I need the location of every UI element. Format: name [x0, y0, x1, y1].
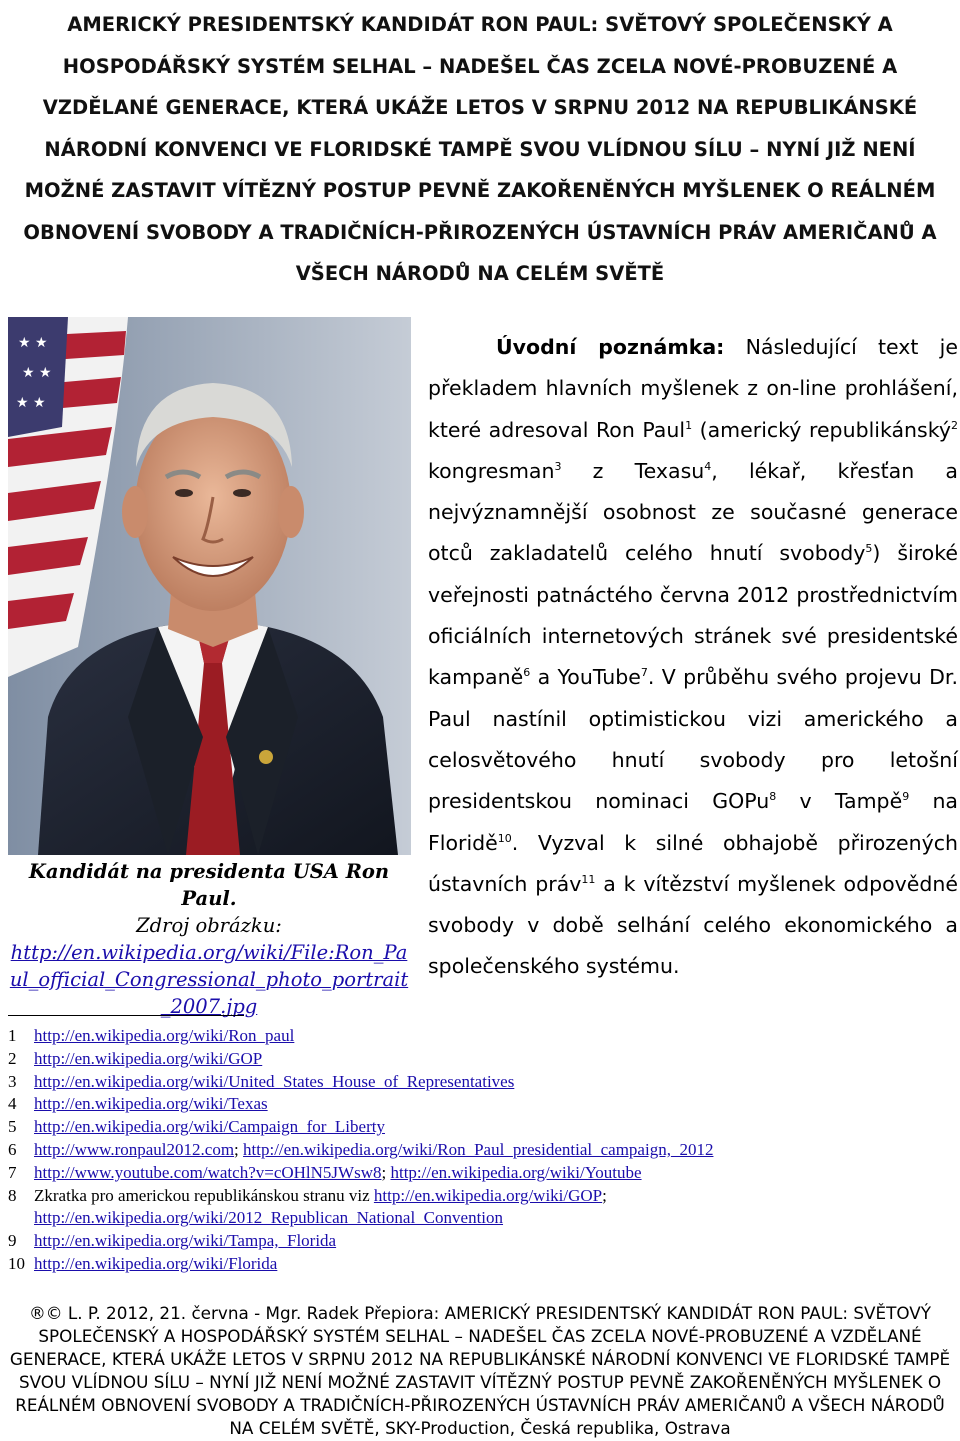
- intro-text: . Vyzval k silné obhajobě přirozených ústavních práv: [428, 830, 958, 896]
- footnote-ref[interactable]: 4: [704, 460, 712, 474]
- footnote-item: [8, 1116, 952, 1139]
- caption-source-label: Zdroj obrázku:: [136, 914, 282, 937]
- footnote-link[interactable]: http://en.wikipedia.org/wiki/2012_Republican_National_Convention: [34, 1208, 504, 1228]
- intro-text: na Floridě: [428, 789, 958, 855]
- footnote-number: 4: [8, 1094, 17, 1114]
- footnote-text: Zkratka pro americkou republikánskou stranu viz: [34, 1185, 374, 1205]
- footnote-separator: ;: [234, 1139, 244, 1159]
- intro-paragraph: [428, 327, 958, 988]
- caption-title: Kandidát na presidenta USA Ron Paul.: [28, 860, 390, 910]
- intro-text: . V průběhu svého projevu Dr. Paul nastínil optimistickou vizi amerického a celosvětového hnutí svobody pro letošní presidentskou nominaci GOPu: [428, 665, 958, 814]
- intro-text: Následující text je překladem hlavních myšlenek z on-line prohlášení, které adresoval Ron Paul: [428, 335, 958, 442]
- page-footer: ®© L. P. 2012, 21. června - Mgr. Radek Přepiora: AMERICKÝ PRESIDENTSKÝ KANDIDÁT RON PAUL: SVĚTOVÝ SPOLEČENSKÝ A HOSPODÁŘSKÝ SYSTÉM SELHAL – NADEŠEL ČAS ZCELA NOVÉ-PROBUZENÉ A VZDĚLANÉ GENERACE, KTERÁ UKÁŽE LETOS V SRPNU 2012 NA REPUBLIKÁNSKÉ NÁRODNÍ KONVENCI VE FLORIDSKÉ TAMPĚ SVOU VLÍDNOU SÍLU – NYNÍ JIŽ NENÍ MOŽNÉ ZASTAVIT VÍTĚZNÝ POSTUP PEVNĚ ZAKOŘENĚNÝCH MYŠLENEK O REÁLNÉM OBNOVENÍ SVOBODY A TRADIČNÍCH-PŘIROZENÝCH ÚSTAVNÍCH PRÁV AMERIČANŮ A VŠECH NÁRODŮ NA CELÉM SVĚTĚ, SKY-Production, Česká republika, Ostrava: [9, 1303, 951, 1438]
- intro-text: , lékař, křesťan a nejvýznamnější osobnost ze současné generace otců zakladatelů celého hnutí svobody: [428, 458, 958, 566]
- intro-text: (americký republikánský: [692, 417, 951, 442]
- footnote-number: 9: [8, 1231, 17, 1251]
- intro-text: a YouTube: [530, 665, 641, 690]
- document-title: AMERICKÝ PRESIDENTSKÝ KANDIDÁT RON PAUL: SVĚTOVÝ SPOLEČENSKÝ A HOSPODÁŘSKÝ SYSTÉM SELHAL – NADEŠEL ČAS ZCELA NOVÉ-PROBUZENÉ A VZDĚLANÉ GENERACE, KTERÁ UKÁŽE LETOS V SRPNU 2012 NA REPUBLIKÁNSKÉ NÁRODNÍ KONVENCI VE FLORIDSKÉ TAMPĚ SVOU VLÍDNOU SÍLU – NYNÍ JIŽ NENÍ MOŽNÉ ZASTAVIT VÍTĚZNÝ POSTUP PEVNĚ ZAKOŘENĚNÝCH MYŠLENEK O REÁLNÉM OBNOVENÍ SVOBODY A TRADIČNÍCH-PŘIROZENÝCH ÚSTAVNÍCH PRÁV AMERIČANŮ A VŠECH NÁRODŮ NA CELÉM SVĚTĚ: [23, 13, 937, 285]
- footnote-item: [8, 1093, 952, 1116]
- footnote-number: 10: [8, 1253, 25, 1273]
- footnote-number: 6: [8, 1139, 17, 1159]
- footnote-number: 3: [8, 1071, 17, 1091]
- footnote-link[interactable]: http://en.wikipedia.org/wiki/Texas: [34, 1094, 268, 1114]
- footnote-ref[interactable]: 1: [685, 418, 693, 432]
- footnote-ref[interactable]: 9: [902, 790, 910, 804]
- footnote-ref[interactable]: 11: [581, 873, 596, 887]
- footnote-link[interactable]: http://en.wikipedia.org/wiki/Tampa,_Florida: [34, 1231, 337, 1251]
- footnote-number: 5: [8, 1117, 17, 1137]
- footnote-item: [8, 1230, 952, 1253]
- intro-text: kongresman: [428, 458, 555, 483]
- footnote-ref[interactable]: 10: [497, 831, 512, 845]
- footnote-separator: ;: [602, 1185, 607, 1205]
- footnote-ref[interactable]: 8: [769, 790, 777, 804]
- svg-text:★ ★: ★ ★: [22, 365, 52, 381]
- portrait-photo: [8, 317, 411, 855]
- intro-text: a k vítězství myšlenek odpovědné svobody v době selhání celého ekonomického a společenského systému.: [428, 871, 958, 979]
- footnote-link[interactable]: http://en.wikipedia.org/wiki/Ron_Paul_presidential_campaign,_2012: [243, 1139, 714, 1159]
- footnote-ref[interactable]: 3: [554, 460, 562, 474]
- footnote-item: [8, 1185, 952, 1231]
- footnote-link[interactable]: http://en.wikipedia.org/wiki/Florida: [34, 1253, 278, 1273]
- intro-text: v Tampě: [776, 789, 903, 814]
- footnote-item: [8, 1071, 952, 1094]
- footnote-link[interactable]: http://en.wikipedia.org/wiki/Youtube: [390, 1162, 642, 1182]
- caption-source-link[interactable]: http://en.wikipedia.org/wiki/File:Ron_Paul_official_Congressional_photo_portrait_2007.jpg: [9, 941, 409, 1018]
- intro-text: z Texasu: [561, 458, 705, 483]
- footnote-link[interactable]: http://www.ronpaul2012.com: [34, 1139, 235, 1159]
- footnotes-list: [8, 1025, 952, 1276]
- footnote-item: [8, 1048, 952, 1071]
- footnote-item: [8, 1162, 952, 1185]
- footnote-ref[interactable]: 5: [865, 542, 873, 556]
- footnote-link[interactable]: http://www.youtube.com/watch?v=cOHlN5JWsw8: [34, 1162, 382, 1182]
- intro-text: ) široké veřejnosti patnáctého června 2012 prostřednictvím oficiálních internetových stránek své presidentské kampaně: [428, 541, 958, 690]
- footnote-number: 7: [8, 1162, 17, 1182]
- footnote-link[interactable]: http://en.wikipedia.org/wiki/Ron_paul: [34, 1026, 295, 1045]
- svg-text:★ ★: ★ ★: [16, 395, 46, 411]
- footnote-ref[interactable]: 2: [951, 418, 958, 432]
- footnote-ref[interactable]: 7: [640, 666, 648, 680]
- footnote-ref[interactable]: 6: [523, 666, 531, 680]
- footnote-link[interactable]: http://en.wikipedia.org/wiki/GOP: [373, 1185, 603, 1205]
- svg-text:★ ★: ★ ★: [18, 335, 48, 351]
- footnote-link[interactable]: http://en.wikipedia.org/wiki/GOP: [34, 1048, 263, 1068]
- footnote-item: [8, 1139, 952, 1162]
- footnote-link[interactable]: http://en.wikipedia.org/wiki/Campaign_for_Liberty: [34, 1117, 385, 1137]
- footnote-divider: [8, 1015, 244, 1016]
- footnote-number: 2: [8, 1048, 17, 1068]
- footnote-separator: ;: [381, 1162, 391, 1182]
- photo-caption: [6, 858, 412, 1020]
- footnote-number: 1: [8, 1026, 17, 1045]
- footnote-item: [8, 1253, 952, 1276]
- footnote-link[interactable]: http://en.wikipedia.org/wiki/United_States_House_of_Representatives: [34, 1071, 515, 1091]
- footnote-number: 8: [8, 1185, 17, 1205]
- footnote-item: [8, 1025, 952, 1048]
- intro-lead: Úvodní poznámka:: [496, 335, 725, 359]
